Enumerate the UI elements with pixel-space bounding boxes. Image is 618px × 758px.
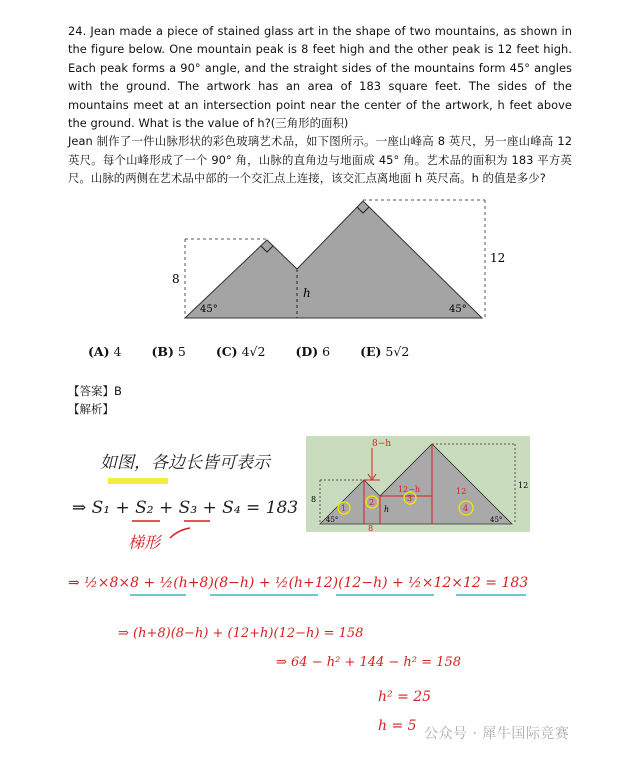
sol-h-label: h bbox=[384, 505, 390, 514]
h-label: h bbox=[303, 286, 311, 300]
choice-b: (B) 5 bbox=[151, 344, 186, 359]
choice-a: (A) 4 bbox=[88, 344, 122, 359]
answer-label: 【答案】B bbox=[68, 384, 122, 398]
analysis-label: 【解析】 bbox=[68, 402, 114, 416]
hw-line-7: h = 5 bbox=[378, 718, 417, 734]
sol-region-3: 3 bbox=[407, 494, 413, 503]
sol-region-1: 1 bbox=[341, 504, 347, 513]
hw-note-trapezoid: 梯形 bbox=[128, 533, 161, 552]
hw-line-1: 如图，各边长皆可表示 bbox=[100, 453, 270, 473]
sol-mid-label: 12−h bbox=[398, 485, 421, 494]
sol-angle-left: 45° bbox=[326, 516, 339, 524]
hw-line-6: h² = 25 bbox=[378, 689, 432, 705]
problem-chinese: Jean 制作了一件山脉形状的彩色玻璃艺术品，如下图所示。一座山峰高 8 英尺，另一座山峰高 12 英尺。每个山峰形成了一个 90° 角，山脉的直角边与地面成 45° 角。艺术品的面积为 183 平方英尺。山脉的两侧在艺术品中部的一个交汇点上连接，该交汇点离地面 h 英尺高。h 的值是多少? bbox=[68, 134, 572, 186]
sol-region-4: 4 bbox=[463, 504, 469, 513]
sol-region-2: 2 bbox=[369, 498, 375, 507]
right-height-label: 12 bbox=[490, 251, 506, 265]
choice-c: (C) 4√2 bbox=[215, 344, 266, 359]
hw-line-5: ⇒ 64 − h² + 144 − h² = 158 bbox=[276, 655, 461, 670]
mountain-figure bbox=[160, 196, 520, 322]
solution-figure bbox=[306, 436, 530, 532]
sol-inner-right-label: 12 bbox=[456, 487, 467, 496]
sol-left-label: 8 bbox=[311, 495, 317, 504]
answer-choices bbox=[88, 344, 435, 359]
hw-line-3: ⇒ ½×8×8 + ½(h+8)(8−h) + ½(h+12)(12−h) + ½×12×12 = 183 bbox=[68, 575, 529, 591]
sol-bottom-label: 8 bbox=[368, 524, 374, 532]
hw-line-2: ⇒ S₁ + S₂ + S₃ + S₄ = 183 bbox=[72, 498, 299, 518]
sol-angle-right: 45° bbox=[490, 516, 503, 524]
left-height-label: 8 bbox=[172, 272, 180, 286]
problem-english: 24. Jean made a piece of stained glass art in the shape of two mountains, as shown in the figure below. One mountain peak is 8 feet high and the other peak is 12 feet high. Each peak forms a 90° angle, and the straight sides of the mountains form 45° angles with the ground. The artwork has an area of 183 square feet. The sides of the mountains meet at an intersection point near the center of the artwork, h feet above the ground. What is the value of h?(三角形的面积) bbox=[68, 24, 572, 131]
problem-text bbox=[68, 22, 572, 188]
watermark: 公众号 · 犀牛国际竞赛 bbox=[424, 726, 570, 742]
sol-top-label: 8−h bbox=[372, 439, 392, 449]
angle-left-label: 45° bbox=[200, 304, 218, 315]
hw-line-4: ⇒ (h+8)(8−h) + (12+h)(12−h) = 158 bbox=[118, 626, 364, 641]
choice-e: (E) 5√2 bbox=[360, 344, 410, 359]
choice-d: (D) 6 bbox=[295, 344, 331, 359]
sol-right-label: 12 bbox=[518, 481, 529, 490]
angle-right-label: 45° bbox=[449, 304, 467, 315]
